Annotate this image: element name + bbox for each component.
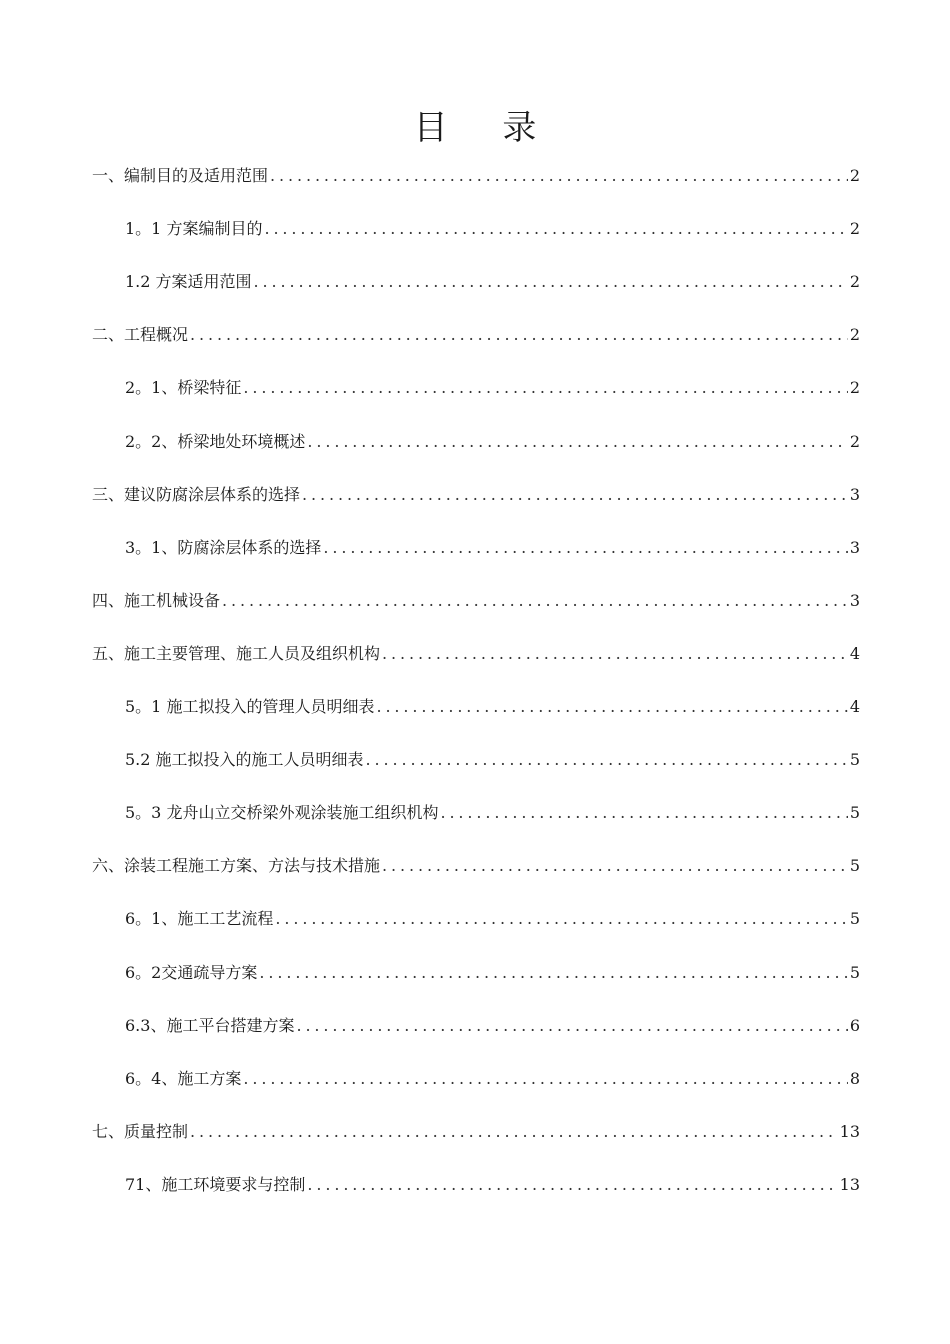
toc-dot-leader: [382, 854, 848, 878]
toc-entry-title: 5。1 施工拟投入的管理人员明细表: [125, 697, 375, 716]
toc-dot-leader: [222, 589, 848, 613]
toc-dot-leader: [190, 1120, 838, 1144]
toc-dot-leader: [307, 1173, 837, 1197]
toc-page-number: 2: [849, 378, 860, 398]
toc-entry-title: 3。1、防腐涂层体系的选择: [125, 537, 322, 557]
toc-entry-section[interactable]: [92, 854, 860, 878]
toc-page-number: 4: [849, 697, 860, 716]
toc-entry-title: 三、建议防腐涂层体系的选择: [92, 484, 301, 504]
toc-page-number: 13: [839, 1121, 860, 1141]
toc-page-number: 13: [839, 1174, 860, 1194]
toc-entry-subsection[interactable]: [125, 217, 860, 241]
toc-dot-leader: [270, 164, 848, 188]
toc-dot-leader: [190, 323, 848, 347]
toc-page-number: 2: [849, 325, 860, 345]
toc-page-number: 5: [849, 803, 860, 823]
toc-entry-subsection[interactable]: [125, 536, 860, 560]
toc-entry-section[interactable]: [92, 589, 860, 613]
toc-page-number: 2: [849, 431, 860, 451]
toc-page-number: 5: [849, 750, 860, 770]
toc-page-number: 4: [849, 643, 860, 663]
toc-dot-leader: [323, 536, 847, 560]
toc-page-number: 8: [849, 1068, 860, 1088]
toc-dot-leader: [382, 642, 848, 666]
toc-page-number: 3: [849, 484, 860, 504]
toc-entry-subsection[interactable]: [125, 430, 860, 454]
toc-entry-title: 5.2 施工拟投入的施工人员明细表: [125, 750, 364, 770]
toc-title: 目 录: [413, 108, 559, 148]
toc-entry-title: 七、质量控制: [92, 1121, 189, 1141]
toc-dot-leader: [254, 270, 848, 294]
toc-page-number: 2: [849, 219, 860, 239]
toc-entry-section[interactable]: [92, 1120, 860, 1144]
toc-entry-section[interactable]: [92, 164, 860, 188]
toc-entry-subsection[interactable]: [125, 376, 860, 400]
toc-entry-title: 2。1、桥梁特征: [125, 378, 242, 398]
toc-entry-subsection[interactable]: [125, 1173, 860, 1197]
toc-entry-section[interactable]: [92, 323, 860, 347]
toc-page-number: 6: [849, 1015, 860, 1035]
toc-entry-title: 1。1 方案编制目的: [125, 219, 263, 239]
toc-page-number: 3: [849, 590, 860, 610]
toc-entry-subsection[interactable]: [125, 270, 860, 294]
toc-page-number: 2: [849, 166, 860, 185]
toc-entry-subsection[interactable]: [125, 1014, 860, 1038]
toc-entry-subsection[interactable]: [125, 748, 860, 772]
toc-entry-title: 1.2 方案适用范围: [125, 272, 252, 292]
toc-entry-title: 71、施工环境要求与控制: [125, 1174, 306, 1194]
toc-dot-leader: [275, 907, 847, 931]
toc-page-number: 2: [849, 272, 860, 292]
toc-entry-title: 五、施工主要管理、施工人员及组织机构: [92, 643, 381, 663]
toc-entry-title: 2。2、桥梁地处环境概述: [125, 431, 306, 451]
toc-entry-subsection[interactable]: [125, 1067, 860, 1091]
toc-dot-leader: [376, 695, 847, 719]
toc-page-number: 5: [849, 962, 860, 982]
toc-dot-leader: [243, 1067, 847, 1091]
toc-page-number: 3: [849, 537, 860, 557]
toc-entry-title: 6。2交通疏导方案: [125, 962, 258, 982]
toc-page-number: 5: [849, 909, 860, 929]
toc-entry-title: 二、工程概况: [92, 325, 189, 345]
toc-entry-title: 5。3 龙舟山立交桥梁外观涂装施工组织机构: [125, 803, 439, 823]
toc-page-number: 5: [849, 856, 860, 876]
toc-entry-section[interactable]: [92, 483, 860, 507]
toc-entry-title: 四、施工机械设备: [92, 590, 221, 610]
toc-dot-leader: [440, 801, 847, 825]
toc-entry-title: 6。1、施工工艺流程: [125, 909, 274, 929]
toc-dot-leader: [366, 748, 848, 772]
toc-entry-section[interactable]: [92, 642, 860, 666]
toc-entry-title: 一、编制目的及适用范围: [92, 166, 269, 185]
toc-entry-subsection[interactable]: [125, 695, 860, 719]
toc-entry-title: 6。4、施工方案: [125, 1068, 242, 1088]
toc-dot-leader: [296, 1014, 847, 1038]
toc-entry-subsection[interactable]: [125, 961, 860, 985]
toc-entry-subsection[interactable]: [125, 907, 860, 931]
toc-dot-leader: [302, 483, 848, 507]
toc-dot-leader: [259, 961, 847, 985]
toc-entry-title: 6.3、施工平台搭建方案: [125, 1015, 295, 1035]
toc-dot-leader: [307, 430, 847, 454]
toc-entry-title: 六、涂装工程施工方案、方法与技术措施: [92, 856, 381, 876]
toc-dot-leader: [243, 376, 847, 400]
toc-entry-subsection[interactable]: [125, 801, 860, 825]
toc-dot-leader: [264, 217, 847, 241]
